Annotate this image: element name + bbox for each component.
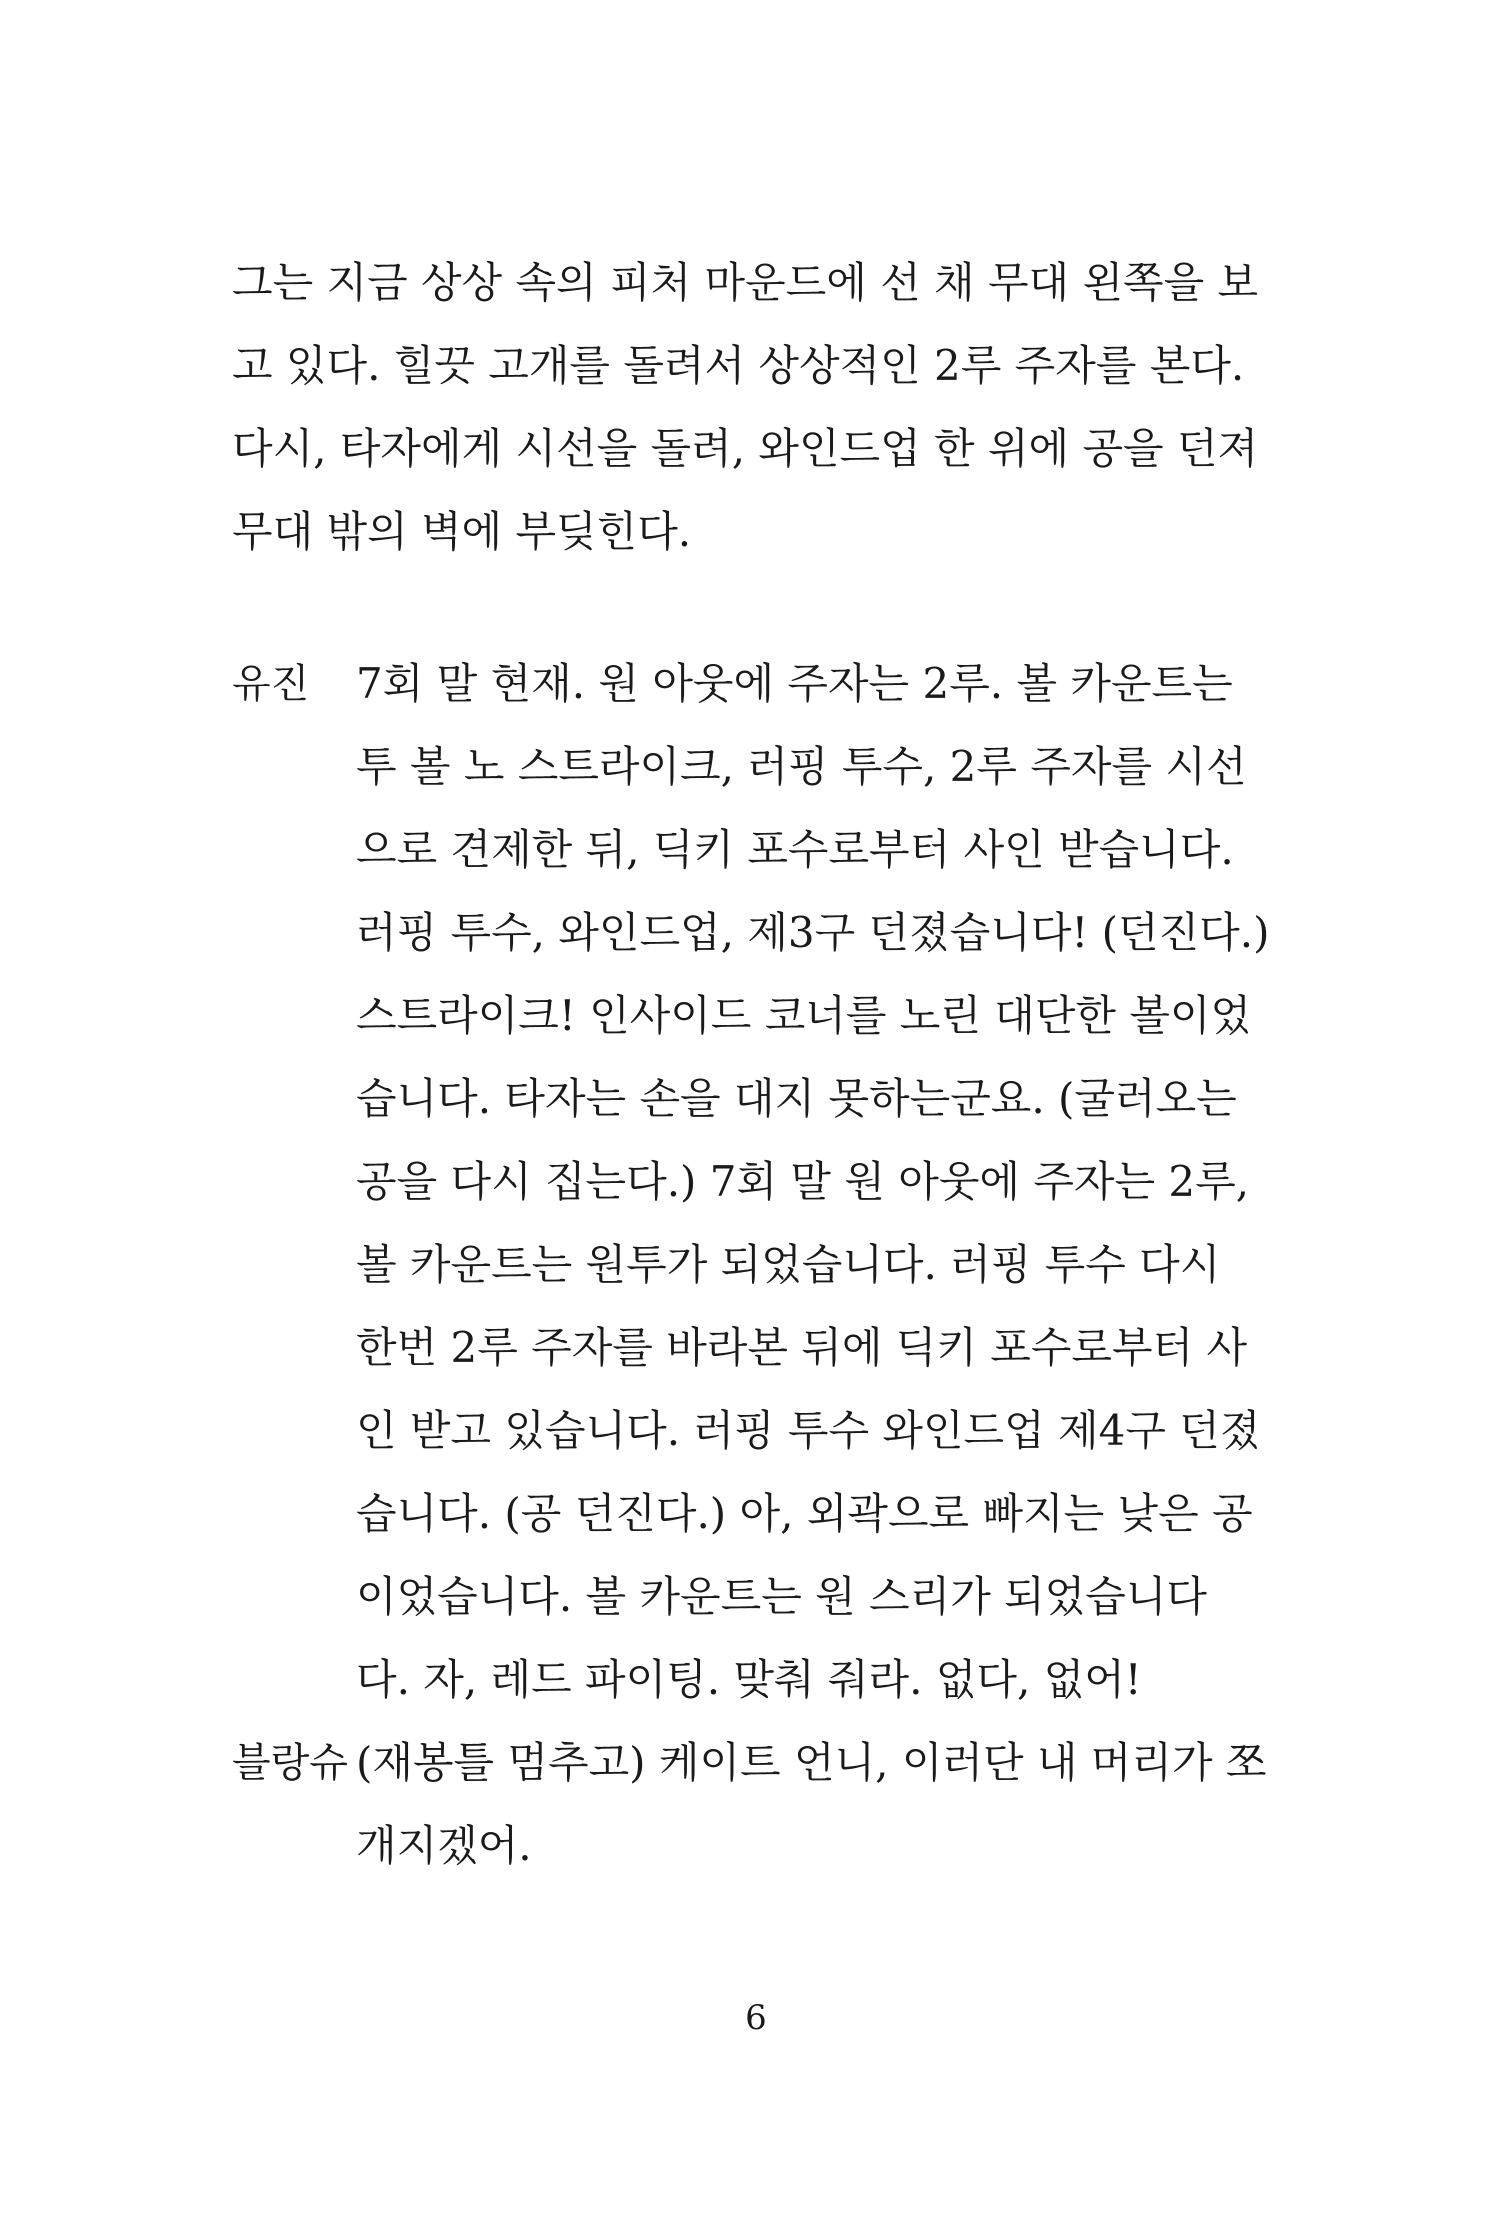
- speaker-name: 유진: [232, 661, 310, 707]
- speaker-name: 블랑슈: [232, 1740, 348, 1786]
- dialogue-line: 공을 다시 집는다.) 7회 말 원 아웃에 주자는 2루,: [356, 1157, 1250, 1206]
- dialogue-line: 러핑 투수, 와인드업, 제3구 던졌습니다! (던진다.): [356, 908, 1270, 957]
- stage-direction-line: 그는 지금 상상 속의 피처 마운드에 선 채 무대 왼쪽을 보: [232, 258, 1259, 307]
- dialogue-line: 스트라이크! 인사이드 코너를 노린 대단한 볼이었: [356, 991, 1252, 1040]
- stage-direction-line: 다시, 타자에게 시선을 돌려, 와인드업 한 위에 공을 던져: [232, 424, 1259, 473]
- dialogue-line: 투 볼 노 스트라이크, 러핑 투수, 2루 주자를 시선: [356, 742, 1247, 791]
- page-number: 6: [745, 1998, 767, 2038]
- dialogue-line: 인 받고 있습니다. 러핑 투수 와인드업 제4구 던졌: [356, 1406, 1261, 1455]
- dialogue-line: 한번 2루 주자를 바라본 뒤에 딕키 포수로부터 사: [356, 1323, 1248, 1372]
- dialogue-line: 다. 자, 레드 파이팅. 맞춰 줘라. 없다, 없어!: [356, 1655, 1142, 1704]
- dialogue-line: (재봉틀 멈추고) 케이트 언니, 이러단 내 머리가 쪼: [356, 1738, 1267, 1787]
- dialogue-line: 개지겠어.: [356, 1821, 532, 1870]
- dialogue-line: 습니다. 타자는 손을 대지 못하는군요. (굴러오는: [356, 1074, 1237, 1123]
- dialogue-line: 7회 말 현재. 원 아웃에 주자는 2루. 볼 카운트는: [356, 659, 1233, 708]
- dialogue-line: 볼 카운트는 원투가 되었습니다. 러핑 투수 다시: [356, 1240, 1221, 1289]
- dialogue-line: 이었습니다. 볼 카운트는 원 스리가 되었습니다: [356, 1572, 1207, 1621]
- stage-direction-line: 고 있다. 힐끗 고개를 돌려서 상상적인 2루 주자를 본다.: [232, 341, 1245, 390]
- dialogue-line: 으로 견제한 뒤, 딕키 포수로부터 사인 받습니다.: [356, 825, 1234, 874]
- stage-direction-line: 무대 밖의 벽에 부딪힌다.: [232, 507, 692, 556]
- dialogue-line: 습니다. (공 던진다.) 아, 외곽으로 빠지는 낮은 공: [356, 1489, 1253, 1538]
